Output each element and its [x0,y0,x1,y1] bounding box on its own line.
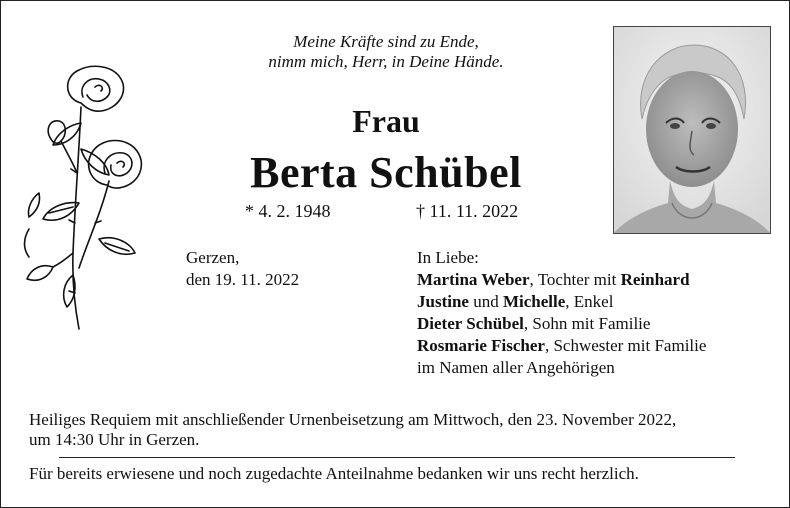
mourner-relation: und [468,292,503,311]
mourner-name: Reinhard [620,270,690,289]
deceased-name: Berta Schübel [250,148,522,197]
requiem-line-1: Heiliges Requiem mit anschließender Urnenbeisetzung am Mittwoch, den 23. November 2022, [29,410,677,429]
salutation: Frau [352,103,420,139]
mourner-name: Dieter Schübel [417,314,524,333]
death-date: † 11. 11. 2022 [416,201,519,221]
requiem-line-2: um 14:30 Uhr in Gerzen. [29,430,200,449]
thanks-note: Für bereits erwiesene und noch zugedachte Anteilnahme bedanken wir uns recht herzlich. [29,464,639,483]
divider [59,457,735,458]
mourner-name: Justine [417,292,469,311]
mourner-line [417,291,706,313]
portrait-image [614,27,770,233]
portrait-photo [613,26,771,234]
mourner-name: Rosmarie Fischer [417,336,545,355]
mourner-name: Martina Weber [417,270,530,289]
mourner-lines [417,269,706,379]
mourners-intro: In Liebe: [417,248,479,267]
mourner-line [417,313,706,335]
mourner-relation: im Namen aller Angehörigen [417,358,615,377]
birth-date: * 4. 2. 1948 [245,201,331,221]
place-and-date [186,247,299,291]
mourner-name: Michelle [502,292,566,311]
motto-line-2: nimm mich, Herr, in Deine Hände. [268,52,504,71]
place-city: Gerzen, [186,248,240,267]
requiem-info [29,410,779,450]
mourner-line [417,357,706,379]
mourner-relation: , Enkel [565,292,614,311]
motto-line-1: Meine Kräfte sind zu Ende, [293,32,479,51]
mourners-list [417,247,706,379]
rose-icon [9,53,151,337]
mourner-line [417,269,706,291]
mourner-relation: , Schwester mit Familie [544,336,707,355]
place-date: den 19. 11. 2022 [186,270,300,289]
mourner-relation: , Sohn mit Familie [523,314,651,333]
mourner-line [417,335,706,357]
mourner-relation: , Tochter mit [529,270,621,289]
